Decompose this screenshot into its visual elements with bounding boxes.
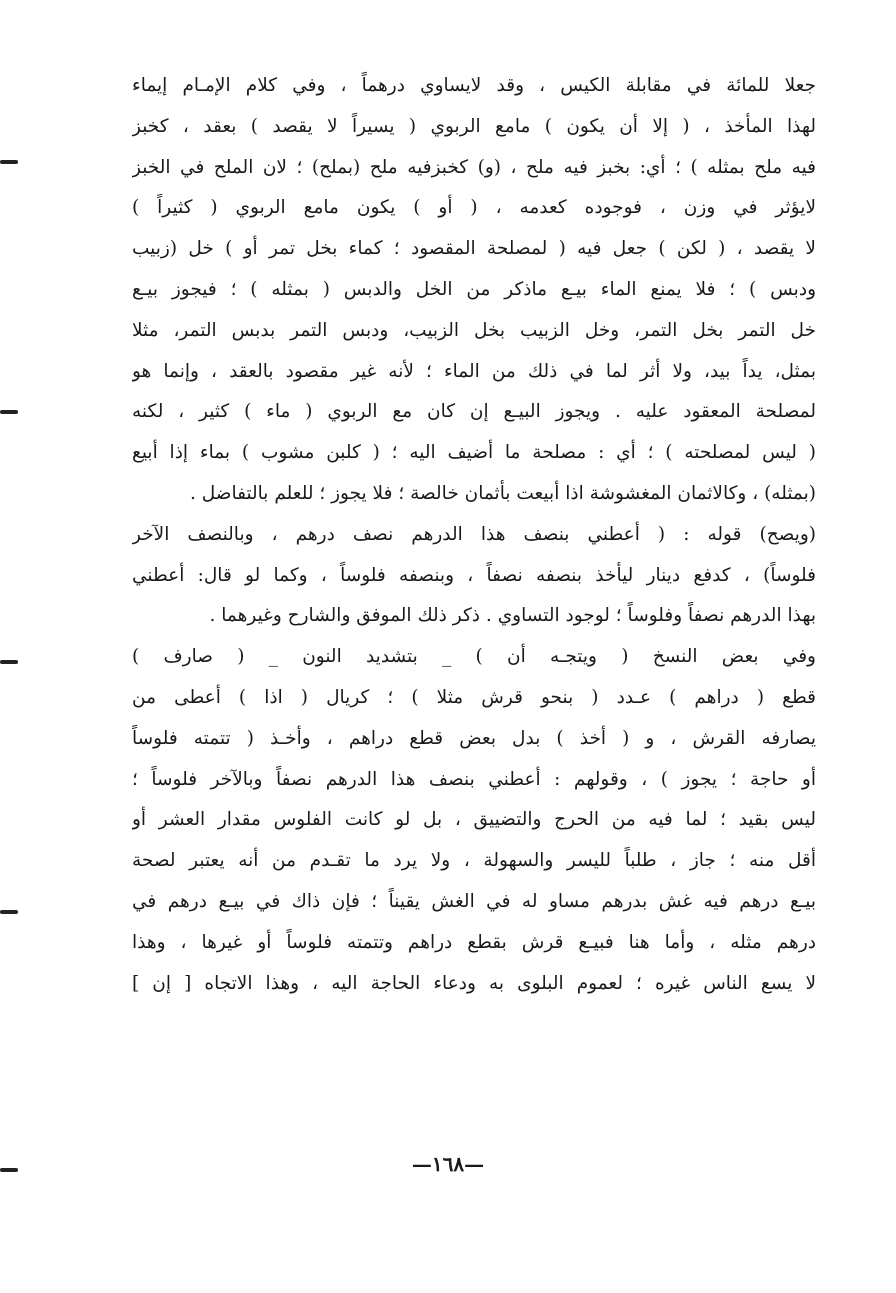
text-line: بيـع درهم فيه غش بدرهم مساو له في الغش يقيناً ؛ فإن ذاك في بيـع درهم في xyxy=(132,890,816,912)
text-line: ليس بقيد ؛ لما فيه من الحرج والتضييق ، بل لو كانت الفلوس مقدار العشر أو xyxy=(132,809,816,831)
text-line: لا يقصد ، ( لكن ) جعل فيه ( لمصلحة المقصود ؛ كماء بخل تمر أو ) خل (زبيب xyxy=(132,238,816,260)
page-number: —١٦٨— xyxy=(411,1152,485,1176)
text-line: أو حاجة ؛ يجوز ) ، وقولهم : أعطني بنصف هذا الدرهم نصفاً وبالآخر فلوساً ؛ xyxy=(132,768,816,790)
text-line: قطع ( دراهم ) عـدد ( بنحو قرش مثلا ) ؛ كريال ( اذا ) أعطى من xyxy=(132,686,816,708)
text-line: لا يسع الناس غيره ؛ لعموم البلوى به ودعاء الحاجة اليه ، وهذا الاتجاه [ إن ] xyxy=(132,972,816,994)
text-line: لمصلحة المعقود عليه . ويجوز البيـع إن كان مع الربوي ( ماء ) كثير ، لكنه xyxy=(132,401,816,423)
text-line: جعلا للمائة في مقابلة الكيس ، وقد لايساوي درهماً ، وفي كلام الإمـام إيماء xyxy=(132,75,816,96)
text-line: ودبس ) ؛ فلا يمنع الماء بيـع ماذكر من الخل والدبس ( بمثله ) ؛ فيجوز بيـع xyxy=(132,278,816,300)
text-line: لهذا المأخذ ، ( إلا أن يكون ) مامع الربوي ( يسيراً لا يقصد ) بعقد ، كخبز xyxy=(132,115,816,137)
margin-mark xyxy=(0,410,18,414)
text-line: (بمثله) ، وكالاثمان المغشوشة اذا أبيعت بأثمان خالصة ؛ فلا يجوز ؛ للعلم بالتفاضل . xyxy=(189,482,816,504)
text-line: يصارفه القرش ، و ( أخذ ) بدل بعض قطع دراهم ، وأخـذ ( تتمته فلوساً xyxy=(132,727,816,749)
text-line: أقل منه ؛ جاز ، طلباً لليسر والسهولة ، ولا يرد ما تقـدم من أنه يعتبر لصحة xyxy=(132,850,816,872)
text-line: بمثل، يداً بيد، ولا أثر لما في ذلك من الماء ؛ لأنه غير مقصود بالعقد ، وإنما هو xyxy=(132,360,816,382)
text-line: وفي بعض النسخ ( ويتجـه أن ) _ بتشديد النون _ ( صارف ) xyxy=(132,646,816,668)
text-line: فلوساً) ، كدفع دينار ليأخذ بنصفه نصفاً ، وبنصفه فلوساً ، وكما لو قال: أعطني xyxy=(132,564,816,586)
text-line: (ويصح) قوله : ( أعطني بنصف هذا الدرهم نصف درهم ، وبالنصف الآخر xyxy=(132,523,816,545)
page-body-text xyxy=(132,66,816,1004)
margin-mark xyxy=(0,910,18,914)
margin-mark xyxy=(0,160,18,164)
text-line: بهذا الدرهم نصفاً وفلوساً ؛ لوجود التساوي . ذكر ذلك الموفق والشارح وغيرهما . xyxy=(209,605,816,627)
text-line: لايؤثر في وزن ، فوجوده كعدمه ، ( أو ) يكون مامع الربوي ( كثيراً ) xyxy=(132,197,816,219)
text-line: فيه ملح بمثله ) ؛ أي: بخبز فيه ملح ، (و) كخبزفيه ملح (بملح) ؛ لان الملح في الخبز xyxy=(132,156,816,178)
text-line: ( ليس لمصلحته ) ؛ أي : مصلحة ما أضيف اليه ؛ ( كلبن مشوب ) بماء إذا أبيع xyxy=(132,442,816,464)
margin-mark xyxy=(0,660,18,664)
text-line: درهم مثله ، وأما هنا فبيـع قرش بقطع دراهم وتتمته فلوساً أو غيرها ، وهذا xyxy=(132,931,816,953)
text-line: خل التمر بخل التمر، وخل الزبيب بخل الزبيب، ودبس التمر بدبس التمر، مثلا xyxy=(132,319,816,341)
